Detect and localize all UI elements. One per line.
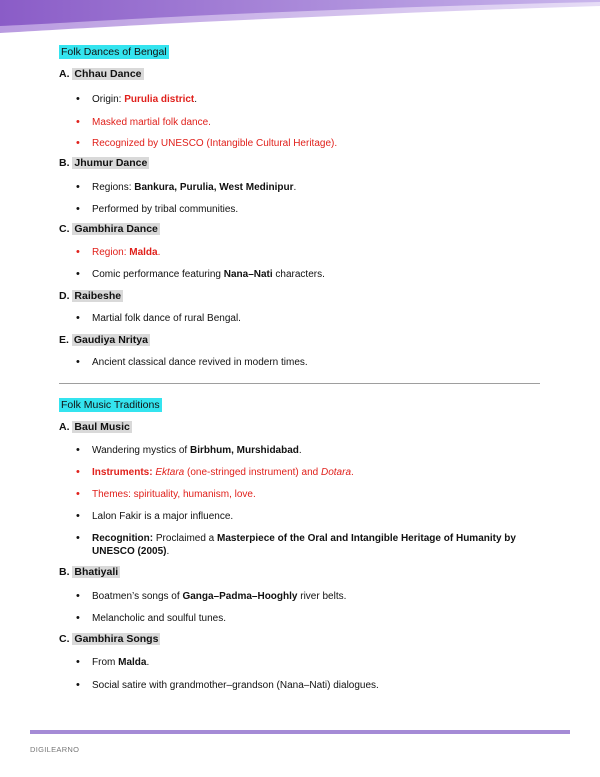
item-name: Gambhira Songs (74, 633, 159, 645)
item-prefix: B. (59, 157, 73, 169)
item-name: Jhumur Dance (74, 157, 148, 169)
bullet-text: Purulia district (124, 94, 195, 105)
bullet-text: Proclaimed a (153, 533, 218, 544)
item-prefix: C. (59, 633, 73, 645)
section-divider (59, 383, 540, 384)
bullet-text: characters. (272, 269, 325, 280)
bullet-text: Birbhum, Murshidabad (190, 445, 299, 456)
header-wave-decoration (0, 0, 600, 40)
item-heading (59, 566, 120, 578)
item-name: Gaudiya Nritya (73, 334, 148, 346)
bullet-text: Lalon Fakir is a major influence. (92, 511, 234, 522)
bullet-item (92, 656, 522, 669)
bullet-text: Bankura, Purulia, West Medinipur (134, 182, 294, 193)
bullet-text: From (92, 657, 119, 668)
bullet-text: Melancholic and soulful tunes. (92, 613, 226, 624)
item-name: Chhau Dance (74, 68, 142, 80)
bullet-item (92, 532, 522, 558)
bullet-item (92, 93, 522, 106)
bullet-text: Nana–Nati (223, 269, 273, 280)
bullet-item (92, 246, 522, 259)
bullet-text: Social satire with grandmother–grandson (Nana–Nati) dialogues. (92, 680, 379, 691)
bullet-item (92, 203, 522, 216)
bullet-item (92, 679, 522, 692)
bullet-text: (one-stringed instrument) and (184, 467, 321, 478)
bullet-text: Boatmen’s songs of (92, 591, 183, 602)
item-prefix: A. (59, 421, 73, 433)
bullet-text: Martial folk dance of rural Bengal. (92, 313, 241, 324)
item-heading (59, 421, 132, 433)
bullet-text: Instruments: (92, 467, 156, 478)
item-prefix: A. (59, 68, 73, 80)
bullet-text: river belts. (297, 591, 347, 602)
bullet-text: Malda (129, 247, 158, 258)
item-prefix: C. (59, 223, 73, 235)
bullet-item (92, 137, 522, 150)
bullet-text: . (194, 94, 198, 105)
bullet-item (92, 444, 522, 457)
bullet-item (92, 488, 522, 501)
item-heading (59, 157, 149, 169)
bullet-item (92, 612, 522, 625)
bullet-text: . (166, 546, 170, 557)
item-name: Baul Music (74, 421, 130, 433)
bullet-text: Performed by tribal communities. (92, 204, 239, 215)
item-heading (59, 68, 144, 80)
section-title: Folk Music Traditions (61, 399, 160, 411)
footer-brand: DIGILEARNO (30, 745, 80, 754)
section-title: Folk Dances of Bengal (61, 46, 167, 58)
footer-accent-bar (30, 730, 570, 734)
bullet-text: Region: (92, 247, 130, 258)
bullet-text: Masterpiece of the Oral and Intangible Heritage of Humanity by UNESCO (2005) (92, 533, 516, 557)
bullet-text: . (157, 247, 161, 258)
bullet-text: Recognition: (92, 533, 154, 544)
bullet-text: Dotara (320, 467, 351, 478)
bullet-text: Recognized by UNESCO (Intangible Cultural Heritage). (92, 138, 338, 149)
bullet-text: Ancient classical dance revived in modern times. (92, 357, 308, 368)
bullet-item (92, 181, 522, 194)
bullet-text: . (146, 657, 150, 668)
bullet-text: Ektara (155, 467, 185, 478)
bullet-text: Themes: spirituality, humanism, love. (92, 489, 256, 500)
bullet-text: Wandering mystics of (92, 445, 190, 456)
bullet-text: Comic performance featuring (92, 269, 224, 280)
bullet-item (92, 510, 522, 523)
bullet-text: Origin: (92, 94, 125, 105)
item-name: Raibeshe (74, 290, 122, 302)
item-prefix: D. (59, 290, 73, 302)
bullet-item (92, 356, 522, 369)
bullet-text: Regions: (92, 182, 135, 193)
item-heading (59, 290, 123, 302)
bullet-item (92, 312, 522, 325)
bullet-text: . (298, 445, 302, 456)
bullet-text: . (351, 467, 354, 478)
bullet-item (92, 590, 522, 603)
item-prefix: E. (59, 334, 72, 346)
bullet-text: . (293, 182, 297, 193)
bullet-text: Ganga–Padma–Hooghly (182, 591, 298, 602)
bullet-item (92, 268, 522, 281)
item-prefix: B. (59, 566, 73, 578)
item-heading (59, 334, 150, 346)
bullet-text: Masked martial folk dance. (92, 117, 211, 128)
bullet-item (92, 466, 522, 479)
item-heading (59, 633, 160, 645)
bullet-text: Malda (118, 657, 147, 668)
item-heading (59, 223, 160, 235)
item-name: Bhatiyali (74, 566, 119, 578)
item-name: Gambhira Dance (74, 223, 158, 235)
bullet-item (92, 116, 522, 129)
